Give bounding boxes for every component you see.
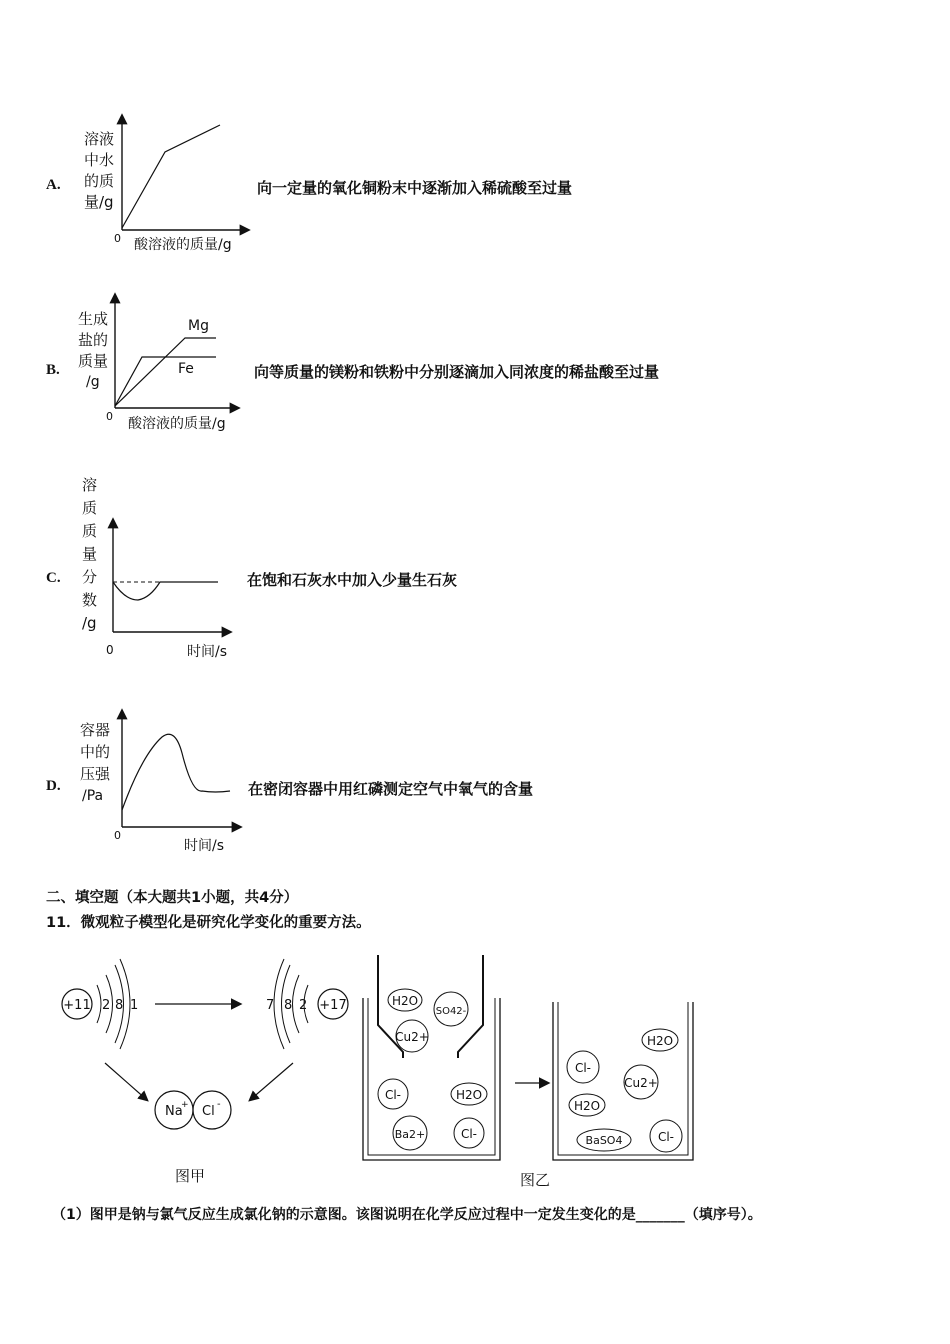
graph-a [70, 110, 260, 260]
na-ion-charge: + [181, 1100, 189, 1110]
option-c-description: 在饱和石灰水中加入少量生石灰 [247, 571, 458, 589]
beaker1-cl-2: Cl- [460, 1127, 478, 1141]
graph-a-xlabel: 酸溶液的质量/g [134, 237, 232, 253]
section-heading: 二、填空题（本大题共1小题，共4分） [46, 890, 299, 906]
graph-a-ylabel-4: 量/g [84, 193, 114, 211]
na-shell-3: 1 [130, 998, 139, 1013]
graph-b [70, 290, 260, 440]
figure-yi [355, 950, 705, 1195]
figure-jia-label: 图甲 [175, 1167, 206, 1185]
graph-c-ylabel-4: 量 [82, 545, 98, 563]
cl-ion-charge: - [217, 1099, 221, 1110]
beaker2-cu: Cu2+ [624, 1076, 658, 1090]
graph-d-xlabel: 时间/s [184, 838, 225, 854]
graph-b-xlabel: 酸溶液的质量/g [128, 416, 226, 432]
cl-ion-symbol: Cl [202, 1104, 215, 1119]
graph-b-origin: 0 [106, 410, 113, 423]
beaker2-h2o-2: H2O [573, 1099, 601, 1113]
graph-b-ylabel-1: 生成 [78, 310, 109, 328]
graph-c-xlabel: 时间/s [187, 644, 228, 660]
figure-yi-label: 图乙 [520, 1171, 551, 1189]
beaker1-ba: Ba2+ [394, 1128, 426, 1141]
na-ion-symbol: Na [165, 1104, 183, 1119]
graph-a-ylabel-2: 中水 [84, 151, 115, 169]
option-a-letter: A. [46, 177, 61, 193]
graph-a-ylabel-1: 溶液 [84, 130, 115, 148]
graph-b-ylabel-3: 质量 [78, 352, 109, 370]
graph-b-series-fe: Fe [178, 361, 194, 377]
na-shell-2: 8 [115, 998, 124, 1013]
graph-d-origin: 0 [114, 829, 121, 842]
option-d-description: 在密闭容器中用红磷测定空气中氧气的含量 [248, 780, 534, 798]
graph-c-ylabel-7: /g [82, 614, 97, 632]
dropper-h2o: H2O [391, 994, 419, 1008]
dropper-cu: Cu2+ [395, 1030, 429, 1044]
option-c-letter: C. [46, 570, 61, 586]
graph-c-ylabel-1: 溶 [82, 476, 98, 494]
cl-nucleus-charge: +17 [319, 998, 347, 1013]
option-a-description: 向一定量的氧化铜粉末中逐渐加入稀硫酸至过量 [257, 179, 573, 197]
beaker2-cl-2: Cl- [657, 1130, 675, 1144]
graph-c-ylabel-6: 数 [82, 591, 98, 609]
graph-c-ylabel-3: 质 [82, 522, 98, 540]
graph-c [70, 470, 260, 665]
option-b-description: 向等质量的镁粉和铁粉中分别逐滴加入同浓度的稀盐酸至过量 [254, 363, 660, 381]
graph-d-ylabel-3: 压强 [80, 765, 111, 783]
cl-shell-inner: 2 [299, 998, 308, 1013]
question-stem: 11．微观粒子模型化是研究化学变化的重要方法。 [46, 915, 371, 931]
graph-a-ylabel-3: 的质 [84, 172, 115, 190]
beaker2-baso4: BaSO4 [585, 1134, 623, 1147]
graph-d [70, 705, 260, 860]
graph-a-origin: 0 [114, 232, 121, 245]
beaker1-cl-1: Cl- [384, 1088, 402, 1102]
graph-b-ylabel-2: 盐的 [78, 331, 109, 349]
graph-c-ylabel-2: 质 [82, 499, 98, 517]
graph-c-ylabel-5: 分 [82, 568, 98, 586]
na-nucleus-charge: +11 [63, 998, 91, 1013]
na-shell-1: 2 [102, 998, 111, 1013]
sub-question-1: （1）图甲是钠与氯气反应生成氯化钠的示意图。该图说明在化学反应过程中一定发生变化的是_______（填序号）。 [52, 1207, 762, 1223]
graph-b-ylabel-4: /g [86, 374, 100, 390]
graph-d-ylabel-4: /Pa [82, 788, 104, 804]
beaker2-h2o-1: H2O [646, 1034, 674, 1048]
graph-c-origin: 0 [106, 643, 114, 657]
graph-b-series-mg: Mg [188, 318, 209, 334]
cl-shell-outer: 7 [266, 998, 275, 1013]
graph-d-ylabel-2: 中的 [80, 743, 111, 761]
graph-d-ylabel-1: 容器 [80, 721, 111, 739]
option-d-letter: D. [46, 778, 61, 794]
cl-shell-middle: 8 [284, 998, 293, 1013]
figure-jia [50, 945, 360, 1195]
beaker1-h2o: H2O [455, 1088, 483, 1102]
option-b-letter: B. [46, 362, 60, 378]
beaker2-cl-1: Cl- [574, 1061, 592, 1075]
dropper-sulfate: SO42- [435, 1006, 467, 1017]
